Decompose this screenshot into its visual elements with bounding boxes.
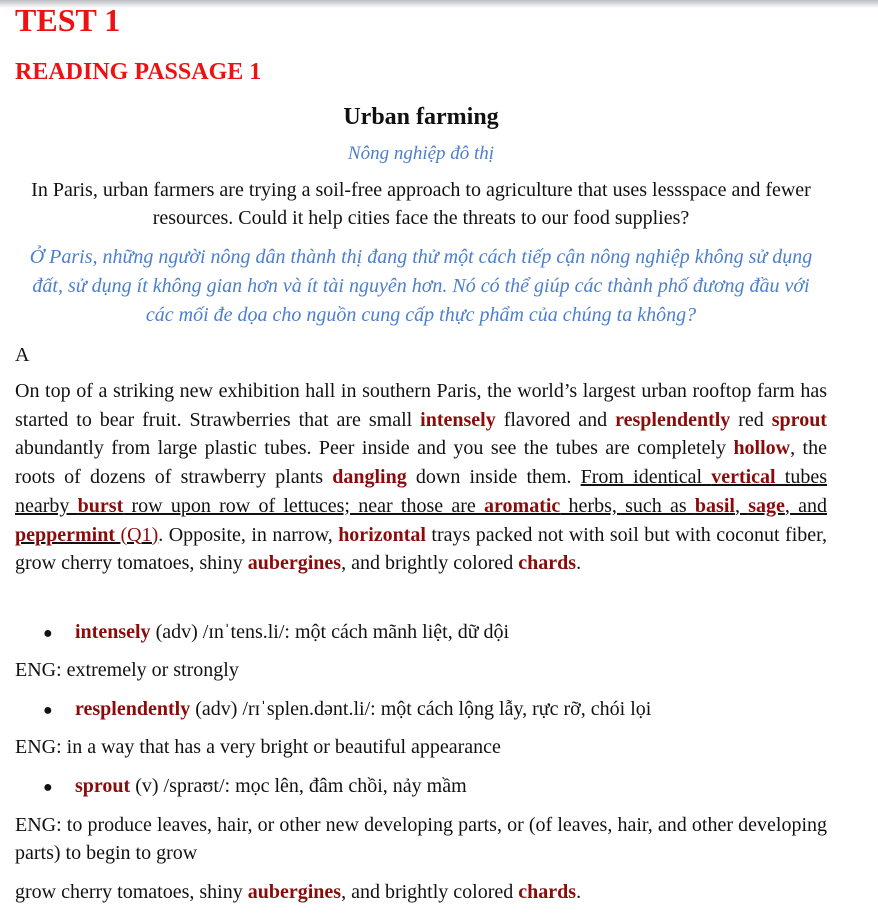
text: red <box>730 408 772 431</box>
keyword: basil <box>694 494 735 517</box>
vocab-definition: (adv) /rɪˈsplen.dənt.li/: một cách lộng lẫy, rực rỡ, chói lọi <box>190 698 652 720</box>
vocab-word: intensely <box>75 621 151 643</box>
bullet-icon: ● <box>43 702 53 719</box>
text: From identical <box>580 466 712 489</box>
passage-heading: READING PASSAGE 1 <box>15 59 262 85</box>
trailing-sentence <box>15 878 827 906</box>
vocab-definition: (v) /spraʊt/: mọc lên, đâm chồi, nảy mầm <box>130 775 467 797</box>
keyword: sprout <box>771 408 827 431</box>
paragraph-a <box>15 377 827 578</box>
text: row upon row of lettuces; near those are <box>123 494 485 517</box>
text: abundantly from large plastic tubes. Peer inside and you see the tubes are completely <box>15 437 734 460</box>
article-intro: In Paris, urban farmers are trying a soil-free approach to agriculture that uses lessspace and fewer resources. Could it help cities face the threats to our food supplies? <box>31 179 811 229</box>
keyword: horizontal <box>338 523 426 546</box>
vocab-item <box>15 618 855 648</box>
article-intro-translation: Ở Paris, những người nông dân thành thị đang thử một cách tiếp cận nông nghiệp không sử dụng đất, sử dụng ít không gian hơn và ít tài nguyên hơn. Nó có thể giúp các thành phố đương đầu với các mối đe dọa cho nguồn cung cấp thực phẩm của chúng ta không? <box>29 246 813 326</box>
text: On top of a striking new exhibition hall in southern Paris, the world’s largest urban rooftop farm has started to bear fruit. Strawberries that are small <box>15 380 827 431</box>
section-letter: A <box>15 344 30 366</box>
vocab-item <box>15 695 855 725</box>
test-heading: TEST 1 <box>15 2 121 38</box>
article-title: Urban farming <box>343 104 499 130</box>
article-title-translation: Nông nghiệp đô thị <box>347 143 495 164</box>
bullet-icon: ● <box>43 625 53 642</box>
text: , and brightly colored <box>341 881 519 903</box>
vocab-english: ENG: extremely or strongly <box>15 659 239 681</box>
keyword: hollow <box>733 437 791 460</box>
keyword: sage <box>748 494 785 517</box>
vocab-word: sprout <box>75 775 131 797</box>
keyword: burst <box>77 494 124 517</box>
window-top-shadow <box>0 0 878 8</box>
text: . <box>576 881 582 903</box>
keyword: aubergines <box>247 552 342 575</box>
text: , and brightly colored <box>341 552 519 575</box>
bullet-icon: ● <box>43 779 53 796</box>
keyword: aromatic <box>484 494 561 517</box>
text: , and <box>784 494 827 517</box>
keyword: peppermint <box>15 523 115 546</box>
text: tubes nearby <box>15 466 827 517</box>
text: . <box>576 552 582 575</box>
keyword: intensely <box>420 408 496 431</box>
keyword: aubergines <box>247 881 342 903</box>
keyword: chards <box>518 881 577 903</box>
text: down inside them. <box>406 466 581 489</box>
vocab-english: ENG: to produce leaves, hair, or other new developing parts, or (of leaves, hair, and other developing parts) to begin to grow <box>15 814 827 864</box>
text: flavored and <box>495 408 616 431</box>
keyword: vertical <box>711 466 776 489</box>
text: , the roots of dozens of strawberry plants <box>15 437 827 489</box>
keyword: dangling <box>332 466 407 489</box>
text: . Opposite, in narrow, <box>158 523 339 546</box>
text: trays packed not with soil but with coconut fiber, grow cherry tomatoes, shiny <box>15 523 827 575</box>
vocab-definition: (adv) /ɪnˈtens.li/: một cách mãnh liệt, dữ dội <box>150 621 510 643</box>
question-reference: (Q1) <box>120 523 159 546</box>
keyword: resplendently <box>615 408 731 431</box>
vocab-english: ENG: in a way that has a very bright or beautiful appearance <box>15 736 501 758</box>
vocab-item <box>15 772 855 802</box>
keyword: chards <box>518 552 577 575</box>
vocab-word: resplendently <box>75 698 191 720</box>
text: , <box>734 494 749 517</box>
text: grow cherry tomatoes, shiny <box>15 881 248 903</box>
text: herbs, such as <box>560 494 695 517</box>
